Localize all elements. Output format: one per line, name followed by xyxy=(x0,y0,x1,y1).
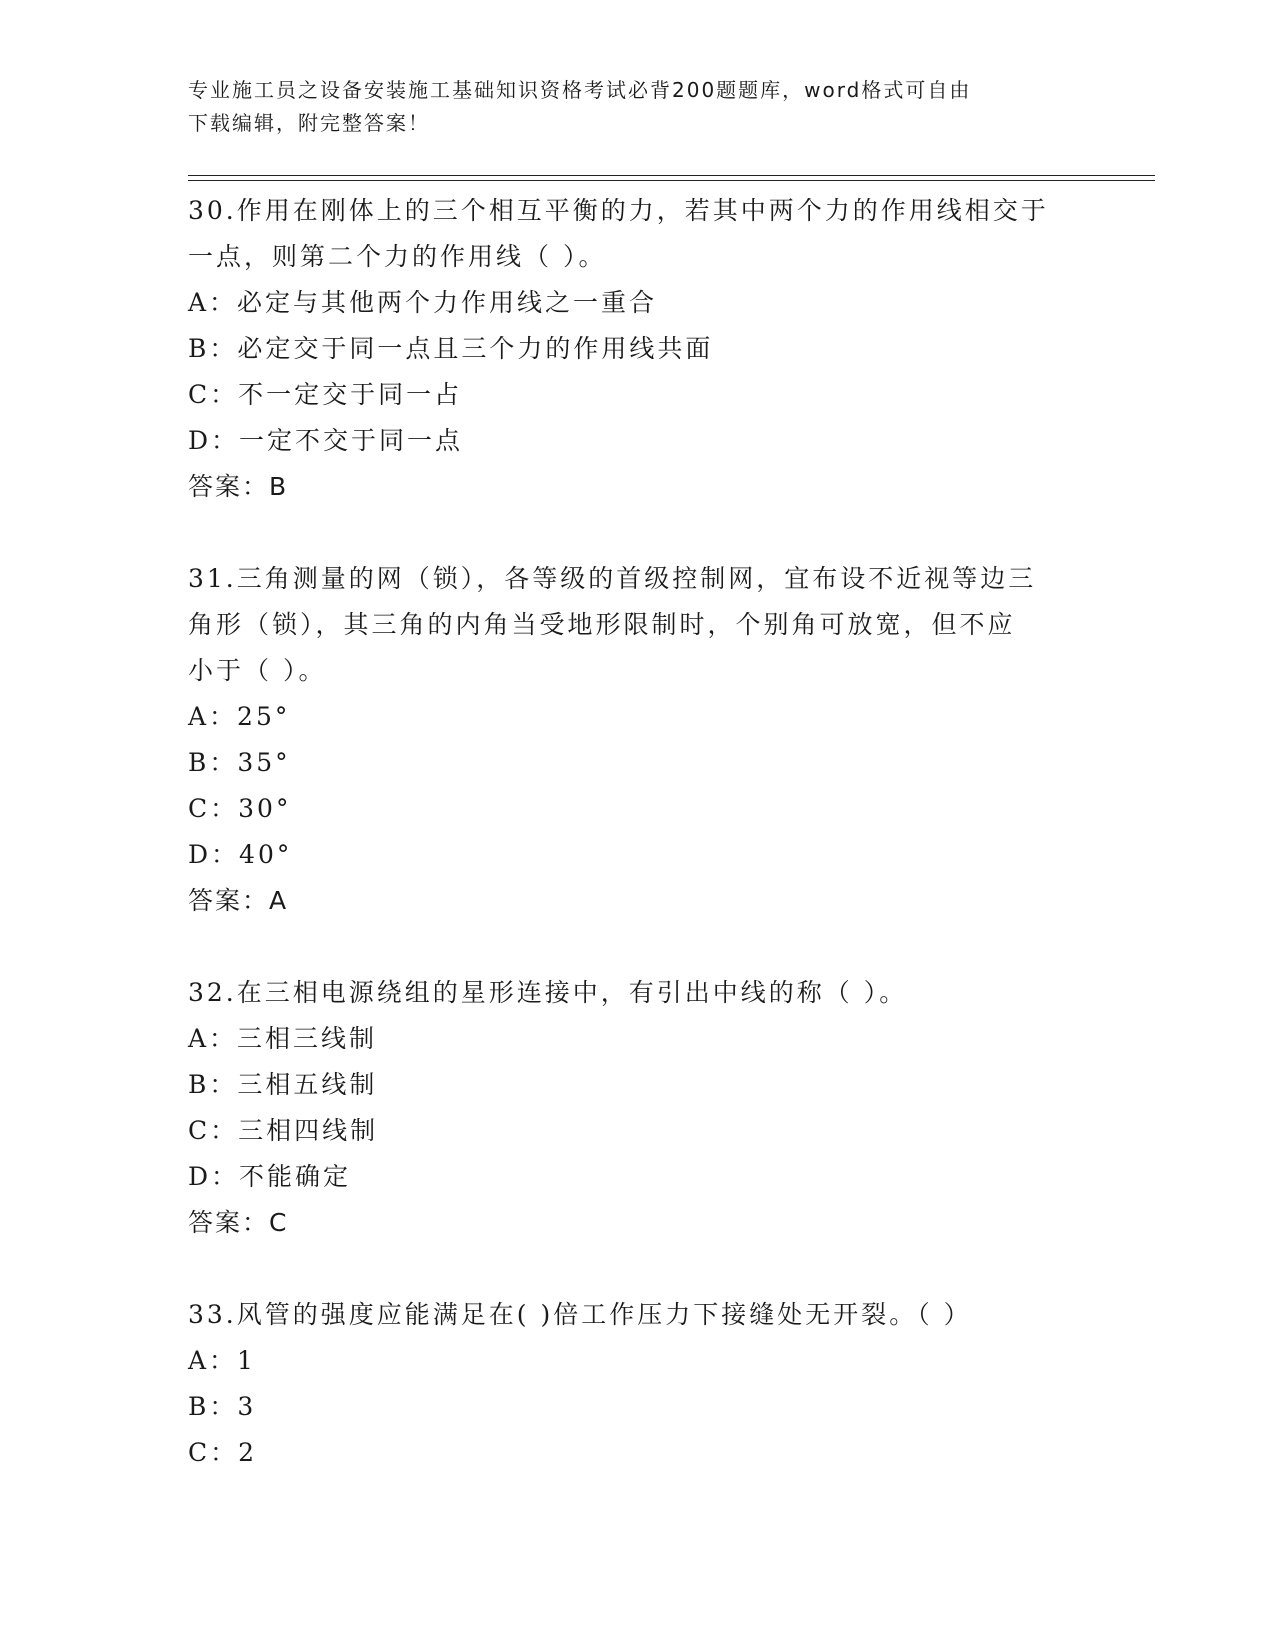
question-stem-line: 小于（ ）。 xyxy=(188,656,327,685)
option-a: A：25° xyxy=(188,702,291,731)
option-b: B：三相五线制 xyxy=(188,1070,378,1099)
header-divider xyxy=(188,180,1155,181)
question-stem-line: 一点，则第二个力的作用线（ ）。 xyxy=(188,242,607,271)
answer: 答案：A xyxy=(188,886,289,915)
option-b: B：35° xyxy=(188,748,291,777)
answer: 答案：C xyxy=(188,1208,289,1237)
question-stem-line: 32.在三相电源绕组的星形连接中，有引出中线的称（ ）。 xyxy=(188,978,908,1007)
question-stem-line: 30.作用在刚体上的三个相互平衡的力，若其中两个力的作用线相交于 xyxy=(188,196,1049,225)
question-item xyxy=(188,556,1088,924)
option-d: D：40° xyxy=(188,840,293,869)
option-a: A：三相三线制 xyxy=(188,1024,378,1053)
option-d: D：一定不交于同一点 xyxy=(188,426,464,455)
header-divider xyxy=(188,175,1155,176)
answer: 答案：B xyxy=(188,472,289,501)
question-item xyxy=(188,970,1088,1246)
question-item xyxy=(188,1292,1088,1476)
question-stem-line: 31.三角测量的网（锁），各等级的首级控制网，宜布设不近视等边三 xyxy=(188,564,1037,593)
option-b: B：3 xyxy=(188,1392,257,1421)
option-a: A：1 xyxy=(188,1346,256,1375)
question-stem-line: 33.风管的强度应能满足在( )倍工作压力下接缝处无开裂。（ ） xyxy=(188,1300,972,1329)
option-c: C：30° xyxy=(188,794,292,823)
option-d: D：不能确定 xyxy=(188,1162,352,1191)
option-c: C：三相四线制 xyxy=(188,1116,379,1145)
question-item xyxy=(188,188,1088,510)
option-b: B：必定交于同一点且三个力的作用线共面 xyxy=(188,334,714,363)
question-stem-line: 角形（锁），其三角的内角当受地形限制时，个别角可放宽，但不应 xyxy=(188,610,1016,639)
option-a: A：必定与其他两个力作用线之一重合 xyxy=(188,288,658,317)
header-line: 专业施工员之设备安装施工基础知识资格考试必背200题题库，word格式可自由 xyxy=(188,78,972,102)
header-line: 下载编辑，附完整答案！ xyxy=(188,111,430,135)
option-c: C：2 xyxy=(188,1438,258,1467)
document-header xyxy=(188,74,1078,140)
question-list xyxy=(188,188,1088,1476)
option-c: C：不一定交于同一占 xyxy=(188,380,463,409)
